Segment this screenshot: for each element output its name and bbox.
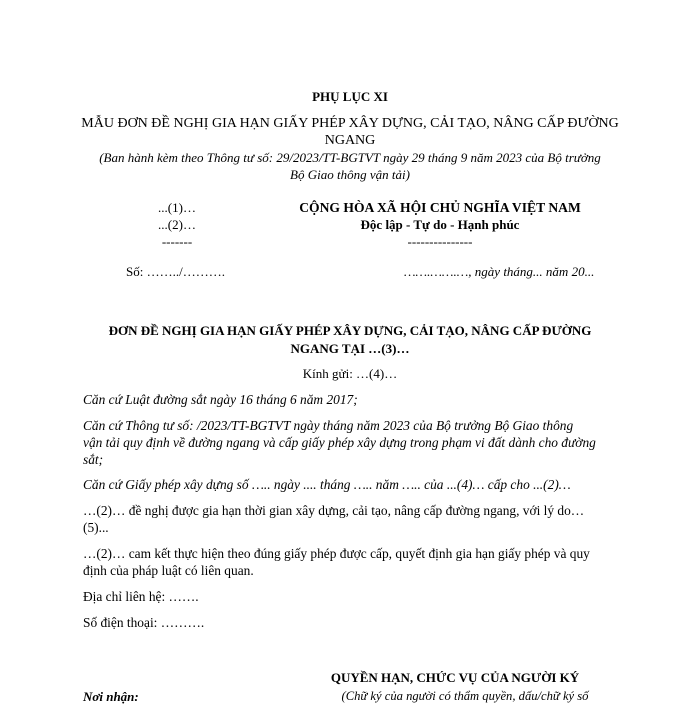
form-title-line-2: NGANG — [324, 133, 376, 148]
issued-note-line-1: (Ban hành kèm theo Thông tư số: 29/2023/TT-BGTVT ngày 29 tháng 9 năm 2023 của Bộ trưởng — [99, 150, 601, 165]
extension-request-line-2: (5)... — [83, 520, 109, 535]
commitment-line-2: định của pháp luật có liên quan. — [83, 563, 254, 578]
issuing-organization-block — [117, 199, 237, 250]
form-title — [80, 115, 620, 149]
commitment-line-1: …(2)… cam kết thực hiện theo đúng giấy phép được cấp, quyết định gia hạn giấy phép và quy — [83, 546, 590, 561]
contact-address: Địa chỉ liên hệ: ……. — [83, 589, 199, 604]
issued-note — [70, 149, 630, 183]
left-divider: ------- — [161, 234, 193, 249]
nation-name: CỘNG HÒA XÃ HỘI CHỦ NGHĨA VIỆT NAM — [299, 200, 581, 215]
application-title-line-1: ĐƠN ĐỀ NGHỊ GIA HẠN GIẤY PHÉP XÂY DỰNG, CẢI TẠO, NÂNG CẤP ĐƯỜNG — [108, 323, 592, 338]
legal-basis-railway-law: Căn cứ Luật đường sắt ngày 16 tháng 6 năm 2017; — [83, 392, 358, 407]
legal-basis-circular-line-3: sắt; — [83, 452, 104, 467]
extension-request-line-1: …(2)… đề nghị được gia hạn thời gian xây dựng, cải tạo, nâng cấp đường ngang, với lý do… — [83, 503, 585, 518]
legal-basis-circular — [83, 417, 611, 468]
legal-basis-permit: Căn cứ Giấy phép xây dựng số ….. ngày .... tháng ….. năm ….. của ...(4)… cấp cho ...(2)… — [83, 477, 571, 492]
extension-request — [83, 502, 611, 536]
right-divider: --------------- — [407, 234, 473, 249]
issuing-agency: ...(2)… — [158, 217, 196, 232]
document-number: Số: ……../………. — [126, 264, 225, 279]
application-title — [60, 322, 640, 358]
phone-number: Số điện thoại: ………. — [83, 615, 205, 630]
national-motto: Độc lập - Tự do - Hạnh phúc — [360, 217, 520, 232]
legal-basis-circular-line-1: Căn cứ Thông tư số: /2023/TT-BGTVT ngày tháng năm 2023 của Bộ trưởng Bộ Giao thông — [83, 418, 574, 433]
appendix-heading: PHỤ LỤC XI — [312, 89, 388, 104]
greeting: Kính gửi: …(4)… — [302, 366, 398, 381]
commitment — [83, 545, 611, 579]
signer-title: QUYỀN HẠN, CHỨC VỤ CỦA NGƯỜI KÝ — [330, 670, 580, 685]
issued-note-line-2: Bộ Giao thông vận tải) — [290, 167, 410, 182]
recipients-label: Nơi nhận: — [83, 689, 139, 704]
signature-note: (Chữ ký của người có thẩm quyền, dấu/chữ ký số — [341, 689, 589, 703]
place-and-date: …….…….…, ngày tháng... năm 20... — [404, 264, 595, 279]
national-heading-block — [270, 199, 610, 250]
application-title-line-2: NGANG TẠI …(3)… — [290, 341, 410, 356]
legal-basis-circular-line-2: vận tải quy định về đường ngang và cấp giấy phép xây dựng trong phạm vi đất dành cho đường — [83, 435, 596, 450]
governing-agency: ...(1)… — [158, 200, 196, 215]
form-title-line-1: MẪU ĐƠN ĐỀ NGHỊ GIA HẠN GIẤY PHÉP XÂY DỰNG, CẢI TẠO, NÂNG CẤP ĐƯỜNG — [81, 116, 619, 131]
